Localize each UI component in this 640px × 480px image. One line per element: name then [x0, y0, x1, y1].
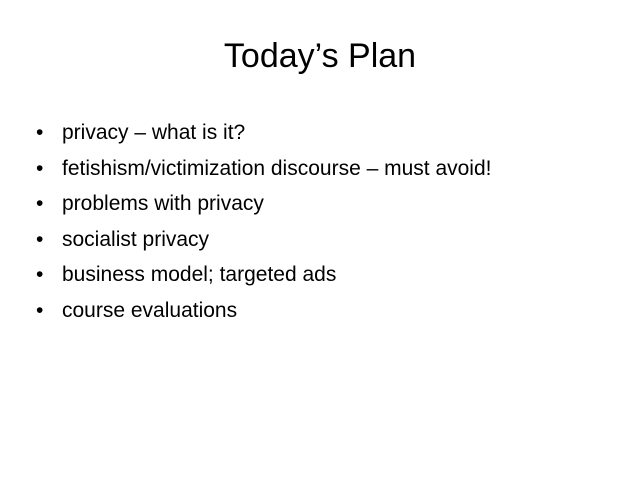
bullet-text: course evaluations [62, 298, 238, 322]
bullet-text: socialist privacy [62, 227, 210, 251]
bullet-text: problems with privacy [62, 192, 264, 215]
list-item [36, 118, 616, 154]
bullet-icon: • [36, 227, 44, 251]
list-item [36, 260, 616, 296]
bullet-icon: • [36, 121, 44, 144]
bullet-icon: • [36, 192, 44, 215]
slide-title: Today’s Plan [223, 37, 417, 75]
bullet-list [36, 118, 616, 331]
bullet-text: privacy – what is it? [62, 121, 246, 144]
list-item [36, 189, 616, 225]
list-item [36, 154, 616, 190]
list-item [36, 225, 616, 261]
bullet-icon: • [36, 298, 44, 322]
bullet-icon: • [36, 263, 44, 286]
bullet-text: business model; targeted ads [62, 263, 337, 286]
bullet-icon: • [36, 156, 44, 180]
bullet-text: fetishism/victimization discourse – must avoid! [62, 156, 492, 180]
list-item [36, 296, 616, 332]
